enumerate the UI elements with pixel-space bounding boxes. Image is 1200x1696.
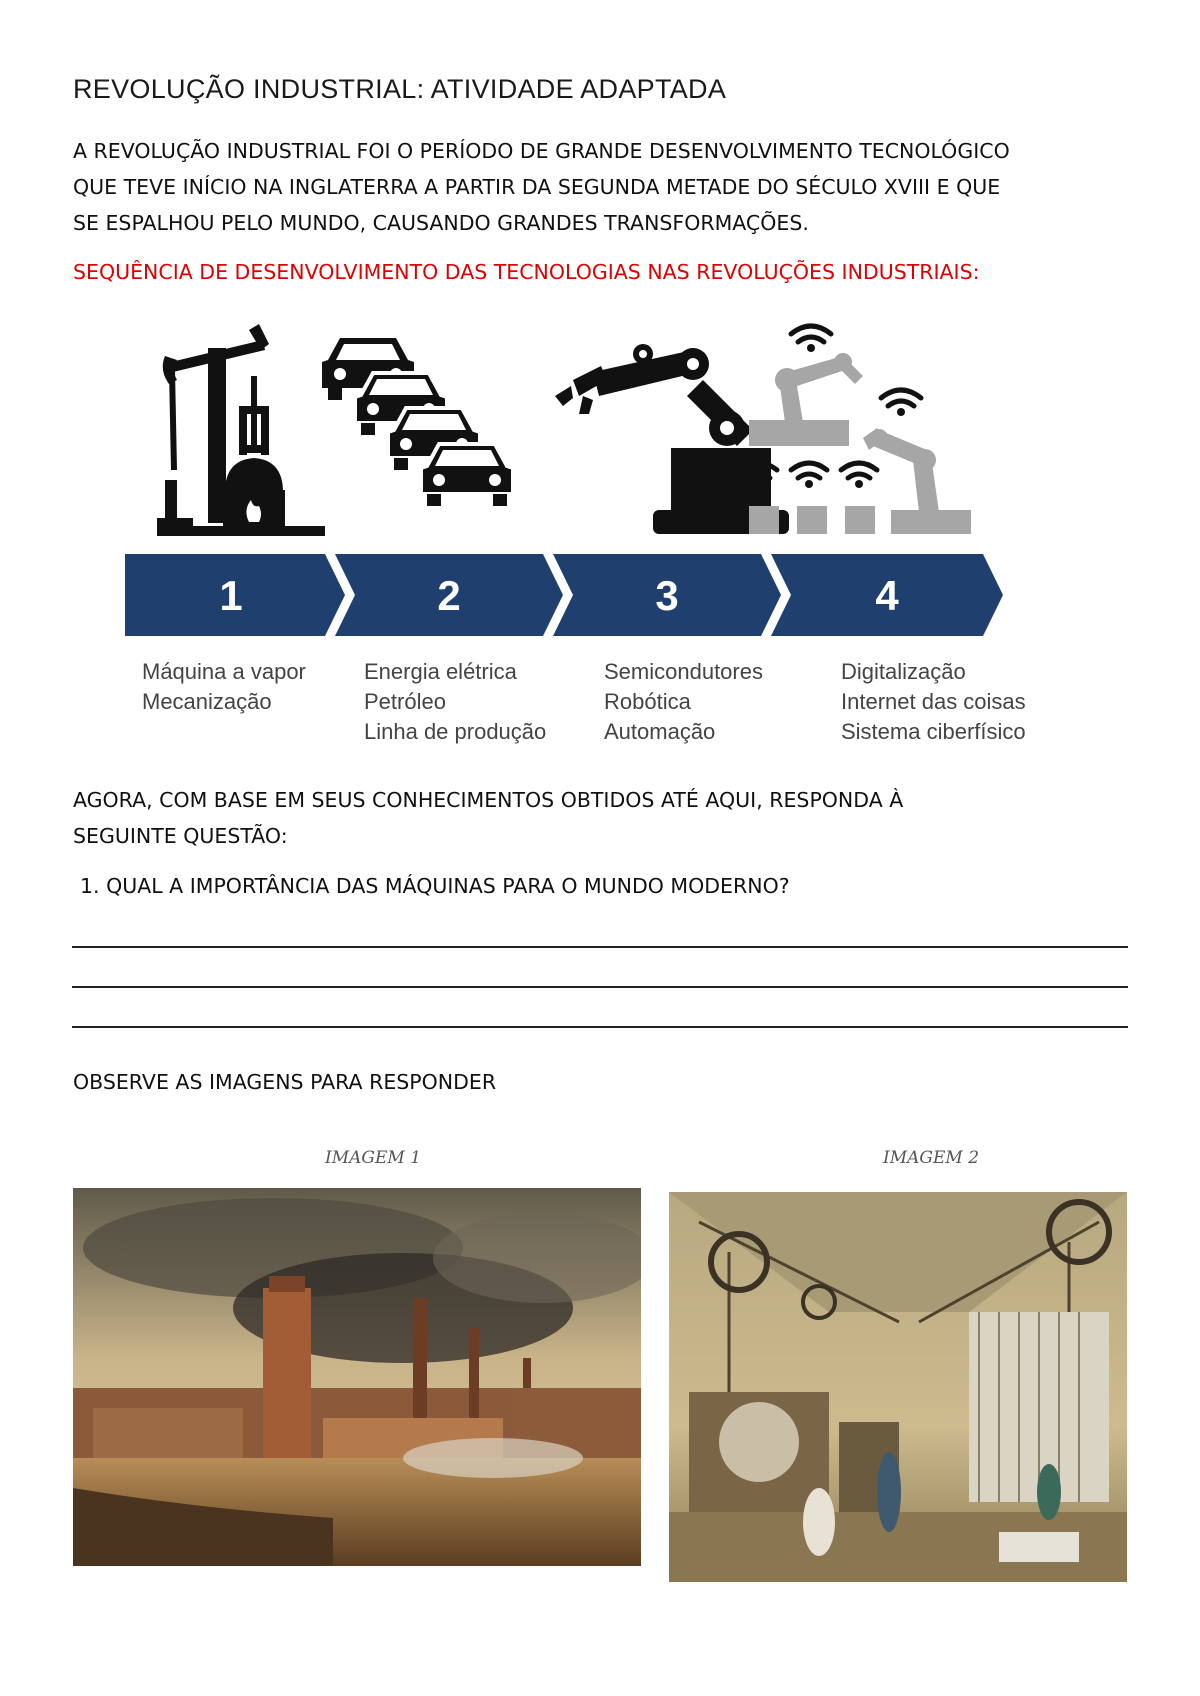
step-labels bbox=[73, 310, 1133, 758]
revolution-infographic bbox=[73, 310, 1133, 758]
image-2-caption: IMAGEM 2 bbox=[883, 1148, 980, 1168]
page-title: REVOLUÇÃO INDUSTRIAL: ATIVIDADE ADAPTADA bbox=[73, 74, 727, 104]
image-2-textile-mill bbox=[669, 1192, 1127, 1582]
question-intro-line: AGORA, COM BASE EM SEUS CONHECIMENTOS OBTIDOS ATÉ AQUI, RESPONDA À bbox=[73, 788, 904, 812]
answer-line-1[interactable] bbox=[72, 946, 1128, 948]
intro-line: SE ESPALHOU PELO MUNDO, CAUSANDO GRANDES TRANSFORMAÇÕES. bbox=[73, 211, 809, 235]
answer-line-2[interactable] bbox=[72, 986, 1128, 988]
image-1-industrial-city bbox=[73, 1188, 641, 1566]
question-intro-line: SEGUINTE QUESTÃO: bbox=[73, 824, 288, 848]
answer-line-3[interactable] bbox=[72, 1026, 1128, 1028]
step-line: Petróleo bbox=[364, 689, 446, 714]
step-line: Mecanização bbox=[142, 689, 272, 714]
step-line: Digitalização bbox=[841, 659, 966, 684]
sequence-heading: SEQUÊNCIA DE DESENVOLVIMENTO DAS TECNOLOGIAS NAS REVOLUÇÕES INDUSTRIAIS: bbox=[73, 260, 980, 284]
step-line: Sistema ciberfísico bbox=[841, 719, 1026, 744]
step-4-description bbox=[841, 657, 1026, 747]
intro-line: QUE TEVE INÍCIO NA INGLATERRA A PARTIR DA SEGUNDA METADE DO SÉCULO XVIII E QUE bbox=[73, 175, 1001, 199]
step-line: Linha de produção bbox=[364, 719, 547, 744]
step-line: Automação bbox=[604, 719, 716, 744]
step-line: Internet das coisas bbox=[841, 689, 1026, 714]
step-1-description bbox=[142, 657, 306, 717]
step-3-number: 3 bbox=[655, 572, 679, 619]
step-line: Robótica bbox=[604, 689, 691, 714]
question-intro bbox=[73, 782, 903, 854]
step-2-number: 2 bbox=[437, 572, 461, 619]
step-line: Semicondutores bbox=[604, 659, 763, 684]
step-4-number: 4 bbox=[875, 572, 899, 619]
image-1-caption: IMAGEM 1 bbox=[325, 1148, 422, 1168]
step-1-number: 1 bbox=[219, 572, 243, 619]
intro-line: A REVOLUÇÃO INDUSTRIAL FOI O PERÍODO DE GRANDE DESENVOLVIMENTO TECNOLÓGICO bbox=[73, 139, 1010, 163]
step-line: Máquina a vapor bbox=[142, 659, 306, 684]
observe-instruction: OBSERVE AS IMAGENS PARA RESPONDER bbox=[73, 1070, 497, 1094]
step-line: Energia elétrica bbox=[364, 659, 517, 684]
question-1: 1. QUAL A IMPORTÂNCIA DAS MÁQUINAS PARA O MUNDO MODERNO? bbox=[80, 874, 790, 898]
intro-paragraph bbox=[73, 133, 1133, 241]
step-2-description bbox=[364, 657, 546, 747]
step-3-description bbox=[604, 657, 763, 747]
